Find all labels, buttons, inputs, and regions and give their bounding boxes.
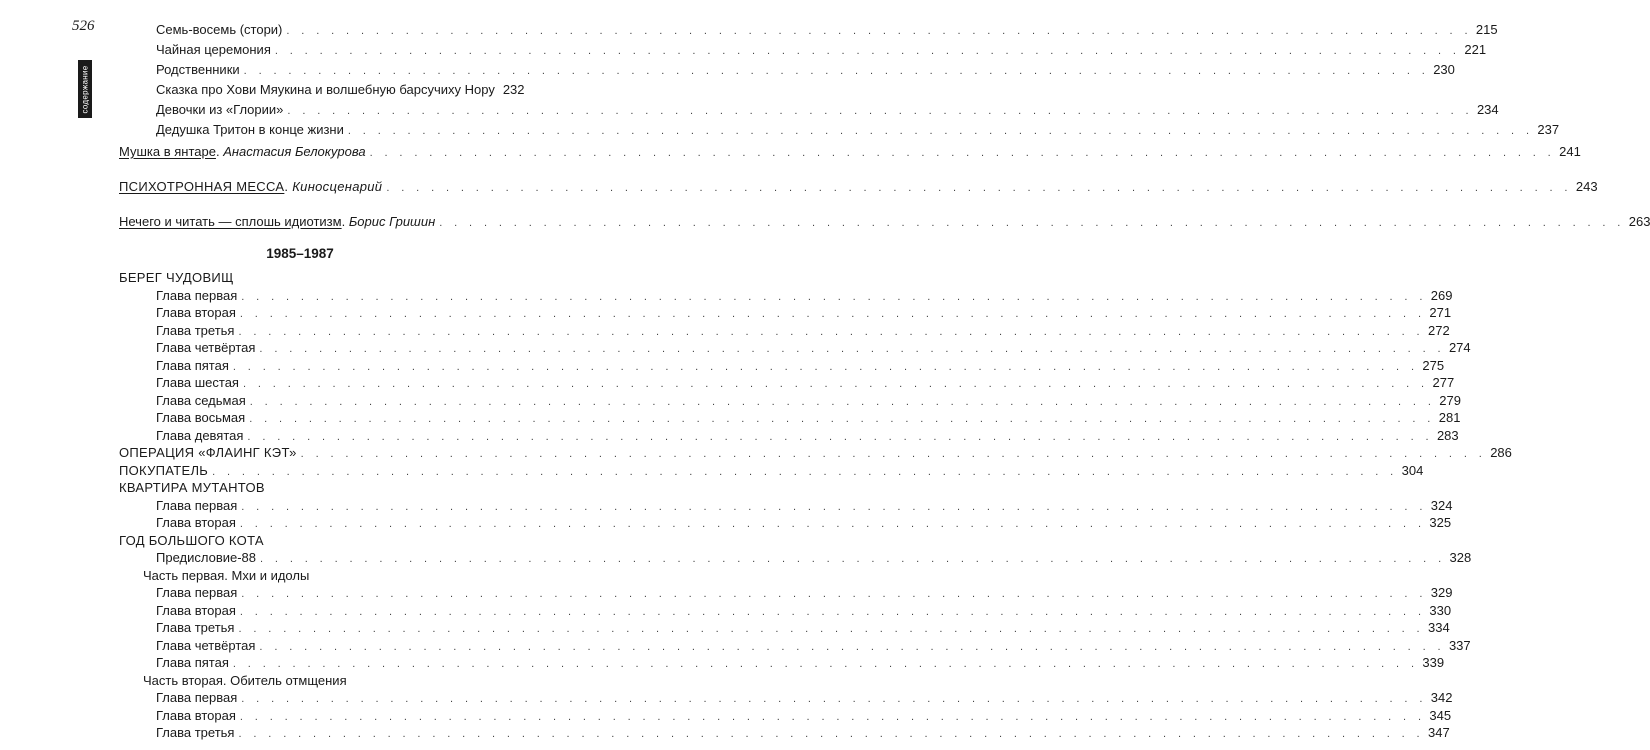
toc-leader-dots: . . . . . . . . . . . . . . . . . . . . . . . . . . . . . . . . . . . . . . . . . . . . . . . . . . . . . . . . . . . . . . . . . . . . . . . . . . . . . . . . <box>259 343 1445 355</box>
toc-entry-page: 339 <box>1422 655 1445 670</box>
toc-entry-page: 274 <box>1448 340 1471 355</box>
page-number: 526 <box>72 18 95 34</box>
toc-leader-dots: . . . . . . . . . . . . . . . . . . . . . . . . . . . . . . . . . . . . . . . . . . . . . . . . . . . . . . . . . . . . . . . . . . . . . . . . . . . . . . . . <box>286 25 1472 37</box>
toc-entry-page: 232 <box>502 82 525 97</box>
toc-entry-page: 275 <box>1422 357 1445 373</box>
toc-entry-title <box>119 142 370 162</box>
toc-entry <box>156 723 1450 743</box>
toc-leader-dots: . . . . . . . . . . . . . . . . . . . . . . . . . . . . . . . . . . . . . . . . . . . . . . . . . . . . . . . . . . . . . . . . . . . . . . . . . . . . . . . . <box>241 693 1427 705</box>
toc-entry-page: 279 <box>1439 392 1461 408</box>
toc-entry <box>156 40 1487 60</box>
toc-entry-title: Часть вторая. Обитель отмщения <box>143 672 347 688</box>
toc-entry-page: 286 <box>1490 445 1512 460</box>
toc-entry-title: Глава девятая <box>156 427 244 443</box>
toc-leader-dots: . . . . . . . . . . . . . . . . . . . . . . . . . . . . . . . . . . . . . . . . . . . . . . . . . . . . . . . . . . . . . . . . . . . . . . . . . . . . . . . . <box>241 588 1427 600</box>
toc-entry-page: 345 <box>1429 707 1452 723</box>
toc-entry-title <box>119 212 439 232</box>
toc-entry-title: Семь-восемь (стори) <box>156 22 283 37</box>
toc-entry-title: Глава пятая <box>156 655 229 670</box>
toc-leader-dots: . . . . . . . . . . . . . . . . . . . . . . . . . . . . . . . . . . . . . . . . . . . . . . . . . . . . . . . . . . . . . . . . . . . . . . . . . . . . . . . . <box>241 290 1427 303</box>
toc-entry-title: Глава вторая <box>156 707 236 723</box>
toc-leader-dots: . . . . . . . . . . . . . . . . . . . . . . . . . . . . . . . . . . . . . . . . . . . . . . . . . . . . . . . . . . . . . . . . . . . . . . . . . . . . . . . . <box>238 728 1425 740</box>
toc-entry <box>156 60 1455 80</box>
toc-entry-author: Анастасия Белокурова <box>223 144 366 159</box>
toc-entry-title: ПОКУПАТЕЛЬ <box>119 462 209 478</box>
toc-entry-page: 237 <box>1537 122 1560 137</box>
toc-leader-dots: . . . . . . . . . . . . . . . . . . . . . . . . . . . . . . . . . . . . . . . . . . . . . . . . . . . . . . . . . . . . . . . . . . . . . . . . . . . . . . . . <box>243 65 1430 77</box>
toc-entry-title: Глава первая <box>156 287 238 303</box>
toc-entry-page: 272 <box>1428 322 1450 338</box>
toc-leader-dots: . . . . . . . . . . . . . . . . . . . . . . . . . . . . . . . . . . . . . . . . . . . . . . . . . . . . . . . . . . . . . . . . . . . . . . . . . . . . . . . . <box>241 500 1427 513</box>
toc-entry-title: ГОД БОЛЬШОГО КОТА <box>119 532 264 548</box>
toc-entry-page: 241 <box>1559 144 1581 159</box>
toc-leader-dots: . . . . . . . . . . . . . . . . . . . . . . . . . . . . . . . . . . . . . . . . . . . . . . . . . . . . . . . . . . . . . . . . . . . . . . . . . . . . . . . . <box>242 378 1429 390</box>
toc-leader-dots: . . . . . . . . . . . . . . . . . . . . . . . . . . . . . . . . . . . . . . . . . . . . . . . . . . . . . . . . . . . . . . . . . . . . . . . . . . . . . . . . <box>249 413 1435 425</box>
side-tab-label: содержание <box>80 64 90 114</box>
toc-leader-dots: . . . . . . . . . . . . . . . . . . . . . . . . . . . . . . . . . . . . . . . . . . . . . . . . . . . . . . . . . . . . . . . . . . . . . . . . . . . . . . . . <box>347 125 1534 137</box>
toc-entry-page: 283 <box>1436 427 1459 443</box>
toc-entry <box>156 120 1560 140</box>
toc-entry <box>119 177 1598 197</box>
toc-entry-title: БЕРЕГ ЧУДОВИЩ <box>119 270 234 285</box>
toc-entry-page: 328 <box>1449 550 1472 565</box>
toc-entry-title: Глава восьмая <box>156 410 246 425</box>
toc-entry-title: Дедушка Тритон в конце жизни <box>156 122 344 137</box>
toc-entry-title: Глава четвёртая <box>156 340 256 355</box>
toc-entry-page: 221 <box>1464 42 1487 57</box>
toc-entry-page: 329 <box>1430 585 1453 600</box>
toc-entry <box>156 100 1499 120</box>
toc-entry <box>156 80 525 100</box>
toc-leader-dots: . . . . . . . . . . . . . . . . . . . . . . . . . . . . . . . . . . . . . . . . . . . . . . . . . . . . . . . . . . . . . . . . . . . . . . . . . . . . . . . . <box>386 182 1572 194</box>
toc-entry-page: 324 <box>1430 497 1453 513</box>
toc-entry-page: 234 <box>1476 102 1499 117</box>
toc-entry-title: Чайная церемония <box>156 42 271 57</box>
toc-entry-title: Глава первая <box>156 585 238 600</box>
toc-entry-title: Глава третья <box>156 322 235 338</box>
toc-entry-separator: . <box>284 179 293 194</box>
toc-entry-author: Киносценарий <box>292 179 383 194</box>
toc-leader-dots: . . . . . . . . . . . . . . . . . . . . . . . . . . . . . . . . . . . . . . . . . . . . . . . . . . . . . . . . . . . . . . . . . . . . . . . . . . . . . . . . <box>260 553 1446 565</box>
toc-leader-dots: . . . . . . . . . . . . . . . . . . . . . . . . . . . . . . . . . . . . . . . . . . . . . . . . . . . . . . . . . . . . . . . . . . . . . . . . . . . . . . . . <box>238 325 1425 338</box>
toc-leader-dots: . . . . . . . . . . . . . . . . . . . . . . . . . . . . . . . . . . . . . . . . . . . . . . . . . . . . . . . . . . . . . . . . . . . . . . . . . . . . . . . . <box>232 360 1419 373</box>
toc-entry-title <box>119 177 386 197</box>
toc-entry-title: КВАРТИРА МУТАНТОВ <box>119 480 265 495</box>
toc-entry-page: 263 <box>1628 214 1650 229</box>
toc-entry-title: Глава первая <box>156 690 238 705</box>
toc-entry-separator: . <box>341 214 349 229</box>
toc-entry-title: Глава первая <box>156 497 238 513</box>
toc-entry-page: 215 <box>1475 22 1498 37</box>
toc-entry-title: Глава вторая <box>156 305 236 320</box>
toc-entry-page: 269 <box>1430 287 1453 303</box>
toc-leader-dots: . . . . . . . . . . . . . . . . . . . . . . . . . . . . . . . . . . . . . . . . . . . . . . . . . . . . . . . . . . . . . . . . . . . . . . . . . . . . . . . . <box>247 430 1433 443</box>
toc-leader-dots: . . . . . . . . . . . . . . . . . . . . . . . . . . . . . . . . . . . . . . . . . . . . . . . . . . . . . . . . . . . . . . . . . . . . . . . . . . . . . . . . <box>439 217 1625 229</box>
toc-entry-page: 347 <box>1428 725 1450 740</box>
toc-entry-title: Глава вторая <box>156 515 236 530</box>
toc-entry-separator: . <box>215 144 224 159</box>
toc-entry-title: Девочки из «Глории» <box>156 102 284 117</box>
toc-leader-dots: . . . . . . . . . . . . . . . . . . . . . . . . . . . . . . . . . . . . . . . . . . . . . . . . . . . . . . . . . . . . . . . . . . . . . . . . . . . . . . . . <box>300 448 1487 460</box>
toc-leader-dots: . . . . . . . . . . . . . . . . . . . . . . . . . . . . . . . . . . . . . . . . . . . . . . . . . . . . . . . . . . . . . . . . . . . . . . . . . . . . . . . . <box>239 605 1426 618</box>
toc-entry-title: Глава третья <box>156 620 235 635</box>
year-heading: 1985–1987 <box>266 246 334 261</box>
toc-leader-dots: . . . . . . . . . . . . . . . . . . . . . . . . . . . . . . . . . . . . . . . . . . . . . . . . . . . . . . . . . . . . . . . . . . . . . . . . . . . . . . . . <box>369 147 1556 159</box>
toc-entry-page: 277 <box>1432 375 1455 390</box>
toc-leader-dots: . . . . . . . . . . . . . . . . . . . . . . . . . . . . . . . . . . . . . . . . . . . . . . . . . . . . . . . . . . . . . . . . . . . . . . . . . . . . . . . . <box>249 395 1436 408</box>
toc-leader-dots: . . . . . . . . . . . . . . . . . . . . . . . . . . . . . . . . . . . . . . . . . . . . . . . . . . . . . . . . . . . . . . . . . . . . . . . . . . . . . . . . <box>239 518 1426 530</box>
toc-entry-page: 230 <box>1433 62 1455 77</box>
toc-entry-title: Глава третья <box>156 725 235 740</box>
toc-entry-title: Предисловие-88 <box>156 550 257 565</box>
toc-leader-dots: . . . . . . . . . . . . . . . . . . . . . . . . . . . . . . . . . . . . . . . . . . . . . . . . . . . . . . . . . . . . . . . . . . . . . . . . . . . . . . . . <box>212 465 1398 478</box>
toc-entry-page: 342 <box>1430 690 1453 705</box>
toc-entry-name: Мушка в янтаре <box>119 144 216 159</box>
toc-entry-author: Борис Гришин <box>348 214 436 229</box>
toc-entry <box>119 142 1581 162</box>
toc-leader-dots: . . . . . . . . . . . . . . . . . . . . . . . . . . . . . . . . . . . . . . . . . . . . . . . . . . . . . . . . . . . . . . . . . . . . . . . . . . . . . . . . <box>232 658 1419 670</box>
toc-entry-page: 271 <box>1429 305 1452 320</box>
toc-entry-page: 337 <box>1448 637 1471 653</box>
toc-entry-name: ПСИХОТРОННАЯ МЕССА <box>119 179 285 194</box>
toc-entry <box>119 212 1650 232</box>
toc-entry-page: 330 <box>1429 602 1452 618</box>
toc-leader-dots: . . . . . . . . . . . . . . . . . . . . . . . . . . . . . . . . . . . . . . . . . . . . . . . . . . . . . . . . . . . . . . . . . . . . . . . . . . . . . . . . <box>274 45 1461 57</box>
side-tab <box>78 60 92 118</box>
toc-entry-title: Глава четвёртая <box>156 637 256 653</box>
toc-entry-page: 304 <box>1401 462 1424 478</box>
toc-entry-page: 334 <box>1428 620 1450 635</box>
toc-entry-page: 243 <box>1575 179 1598 194</box>
toc-entry-title: Глава шестая <box>156 375 239 390</box>
toc-entry-page: 325 <box>1429 515 1452 530</box>
toc-leader-dots: . . . . . . . . . . . . . . . . . . . . . . . . . . . . . . . . . . . . . . . . . . . . . . . . . . . . . . . . . . . . . . . . . . . . . . . . . . . . . . . . <box>238 623 1425 635</box>
toc-entry-title: Глава седьмая <box>156 392 246 408</box>
toc-entry-name: Нечего и читать — сплошь идиотизм <box>119 214 342 229</box>
toc-entry-title: Сказка про Хови Мяукина и волшебную барсучиху Нору <box>156 82 495 97</box>
toc-entry-title: Родственники <box>156 62 240 77</box>
toc-entry-title: Глава пятая <box>156 357 229 373</box>
toc-leader-dots: . . . . . . . . . . . . . . . . . . . . . . . . . . . . . . . . . . . . . . . . . . . . . . . . . . . . . . . . . . . . . . . . . . . . . . . . . . . . . . . . <box>239 308 1426 320</box>
toc-leader-dots: . . . . . . . . . . . . . . . . . . . . . . . . . . . . . . . . . . . . . . . . . . . . . . . . . . . . . . . . . . . . . . . . . . . . . . . . . . . . . . . . <box>287 105 1473 117</box>
toc-entry <box>156 20 1498 40</box>
toc-leader-dots: . . . . . . . . . . . . . . . . . . . . . . . . . . . . . . . . . . . . . . . . . . . . . . . . . . . . . . . . . . . . . . . . . . . . . . . . . . . . . . . . <box>259 640 1445 653</box>
toc-entry-page: 281 <box>1438 410 1461 425</box>
toc-entry-title: Часть первая. Мхи и идолы <box>143 567 310 583</box>
toc-leader-dots: . . . . . . . . . . . . . . . . . . . . . . . . . . . . . . . . . . . . . . . . . . . . . . . . . . . . . . . . . . . . . . . . . . . . . . . . . . . . . . . . <box>239 710 1426 723</box>
toc-entry-title: ОПЕРАЦИЯ «ФЛАИНГ КЭТ» <box>119 445 297 460</box>
toc-entry-title: Глава вторая <box>156 602 236 618</box>
